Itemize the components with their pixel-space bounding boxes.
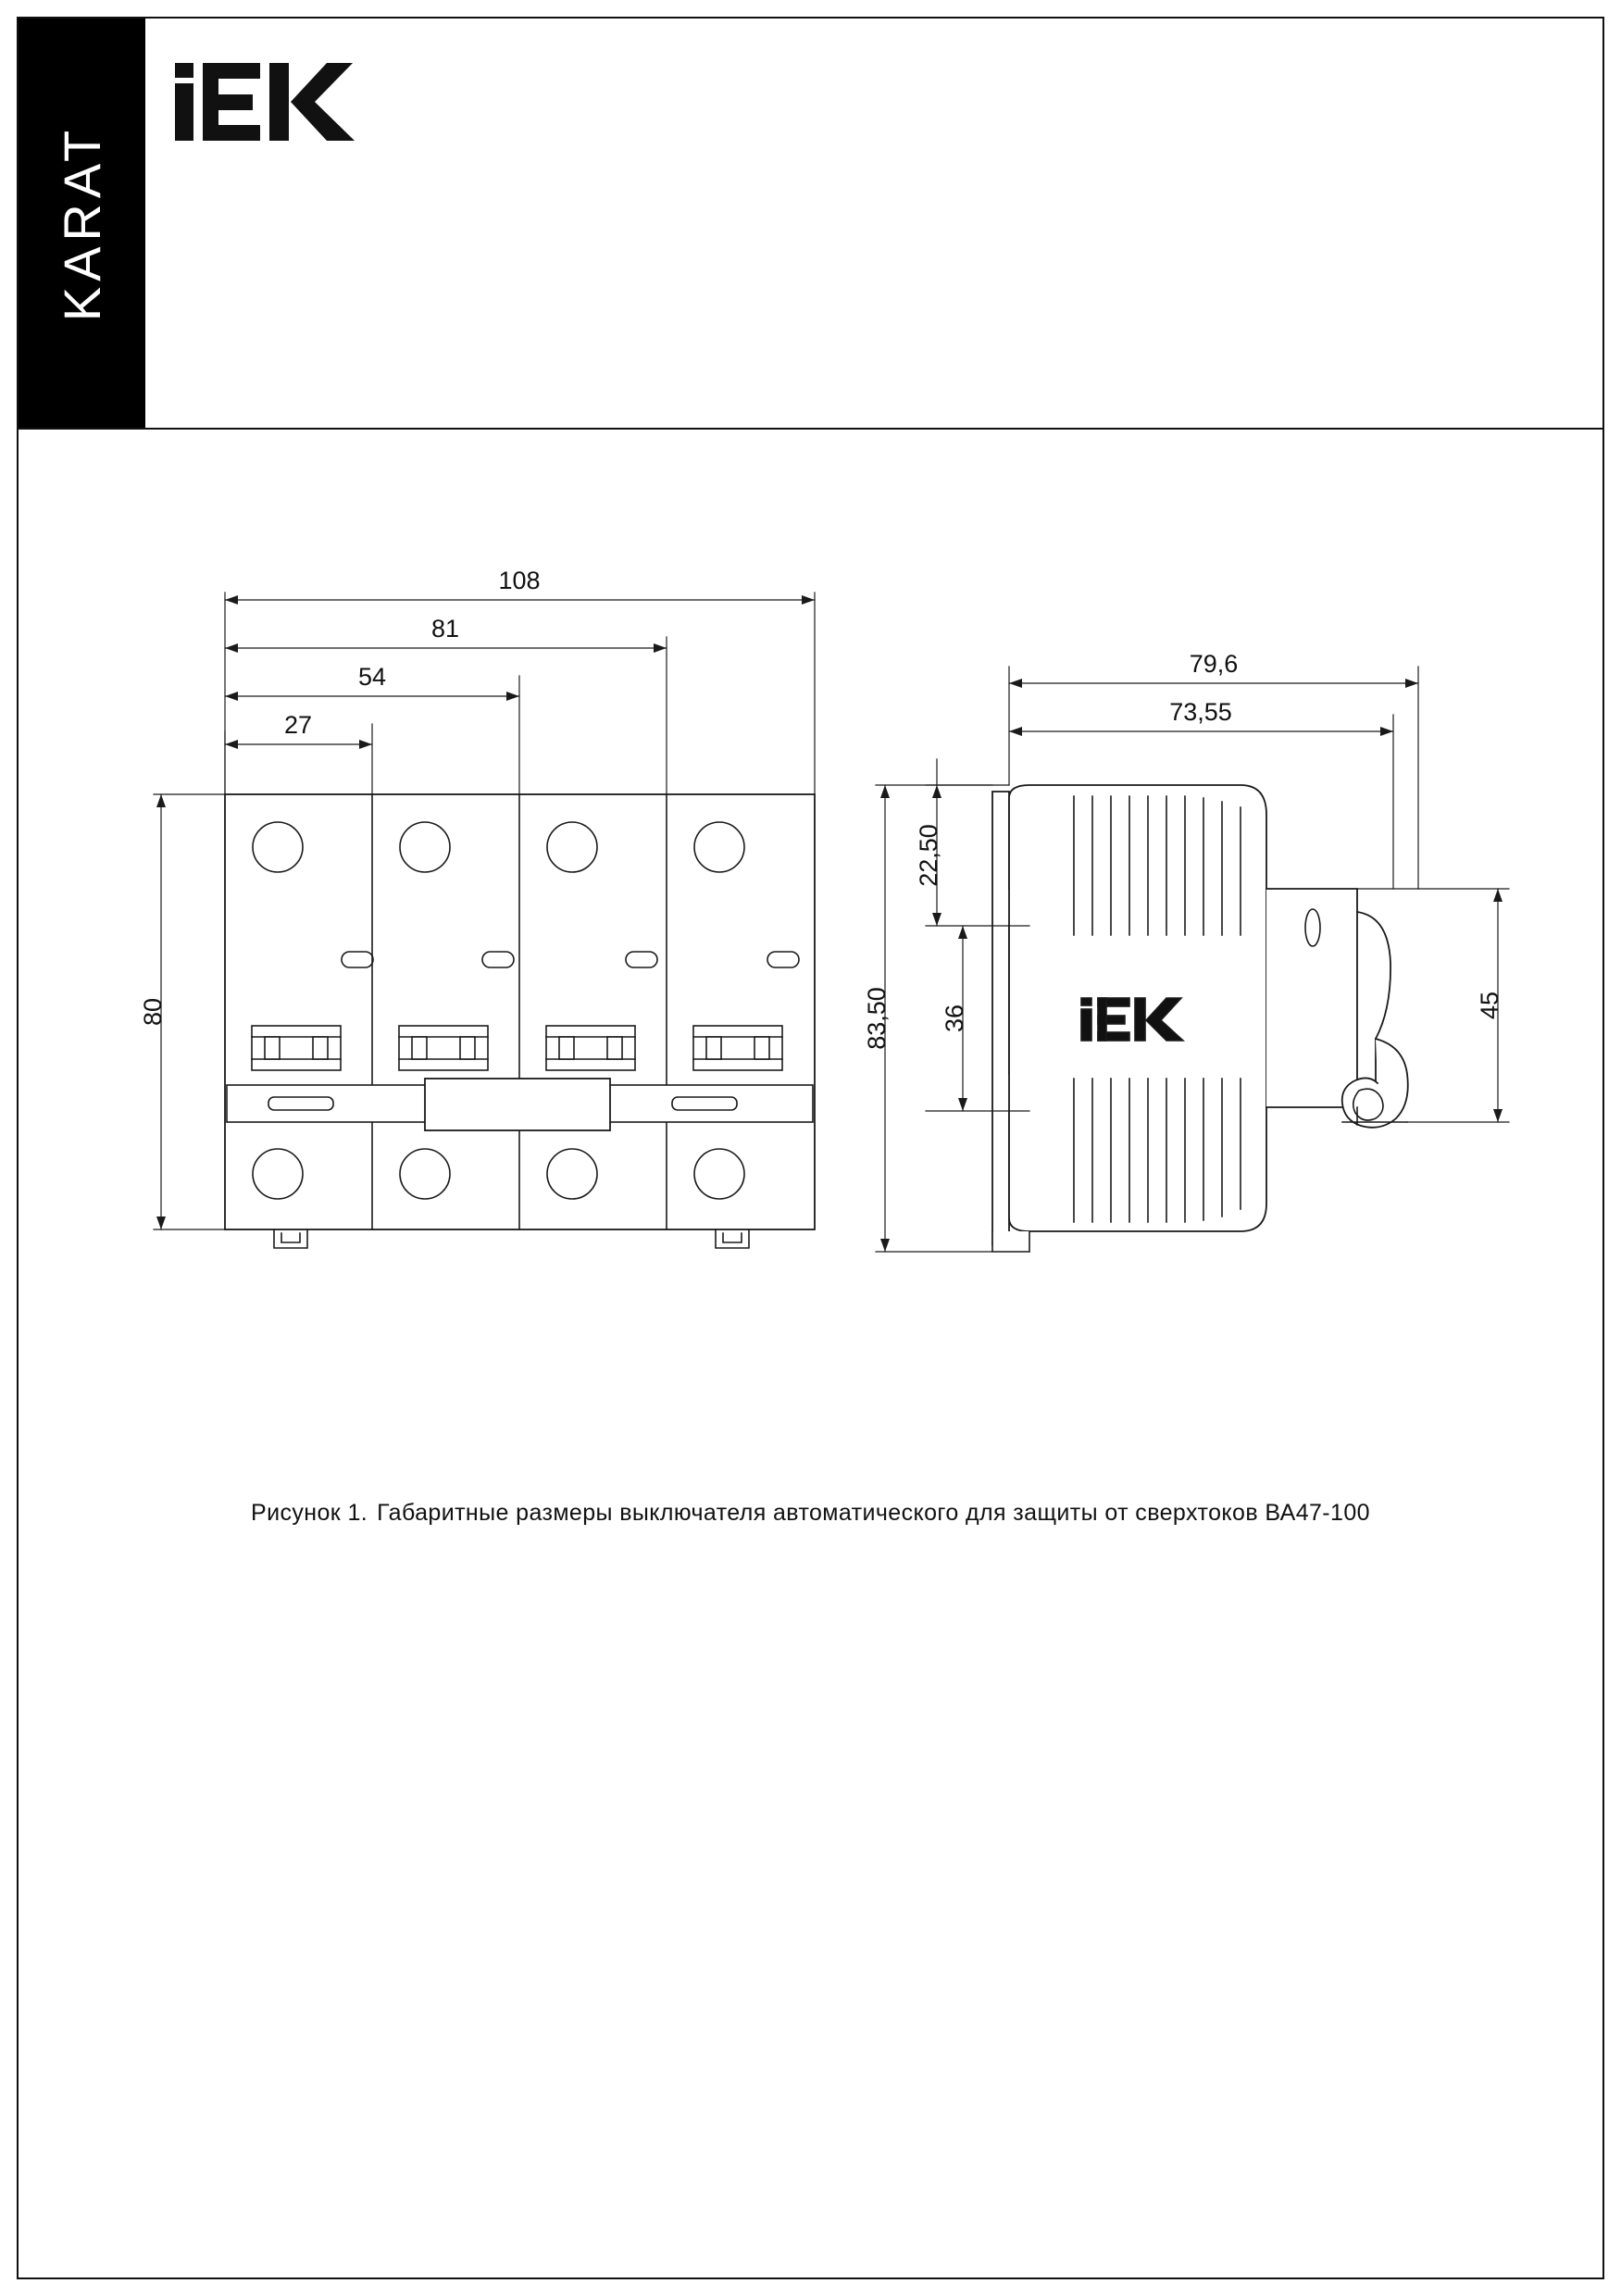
dim-36: 36 <box>941 1004 968 1033</box>
dim-27: 27 <box>283 711 313 739</box>
dim-22-50: 22,50 <box>915 824 942 887</box>
dim-81: 81 <box>430 615 460 643</box>
figure-caption-label: Рисунок 1. <box>251 1500 368 1526</box>
dim-79-6: 79,6 <box>1189 650 1239 678</box>
series-block <box>19 19 145 428</box>
dim-108: 108 <box>498 567 541 594</box>
dim-45: 45 <box>1476 991 1503 1020</box>
figure-caption <box>0 1500 1621 1527</box>
dim-73-55: 73,55 <box>1169 698 1232 726</box>
dim-83-50: 83,50 <box>863 987 891 1050</box>
dim-80: 80 <box>139 997 167 1027</box>
brand-logo <box>171 56 375 157</box>
figure-caption-text: Габаритные размеры выключателя автоматического для защиты от сверхтоков ВА47-100 <box>377 1500 1370 1526</box>
page-border <box>17 17 1604 2279</box>
header-divider <box>19 428 1604 430</box>
series-label: KARAT <box>53 124 111 322</box>
dim-54: 54 <box>357 663 387 691</box>
